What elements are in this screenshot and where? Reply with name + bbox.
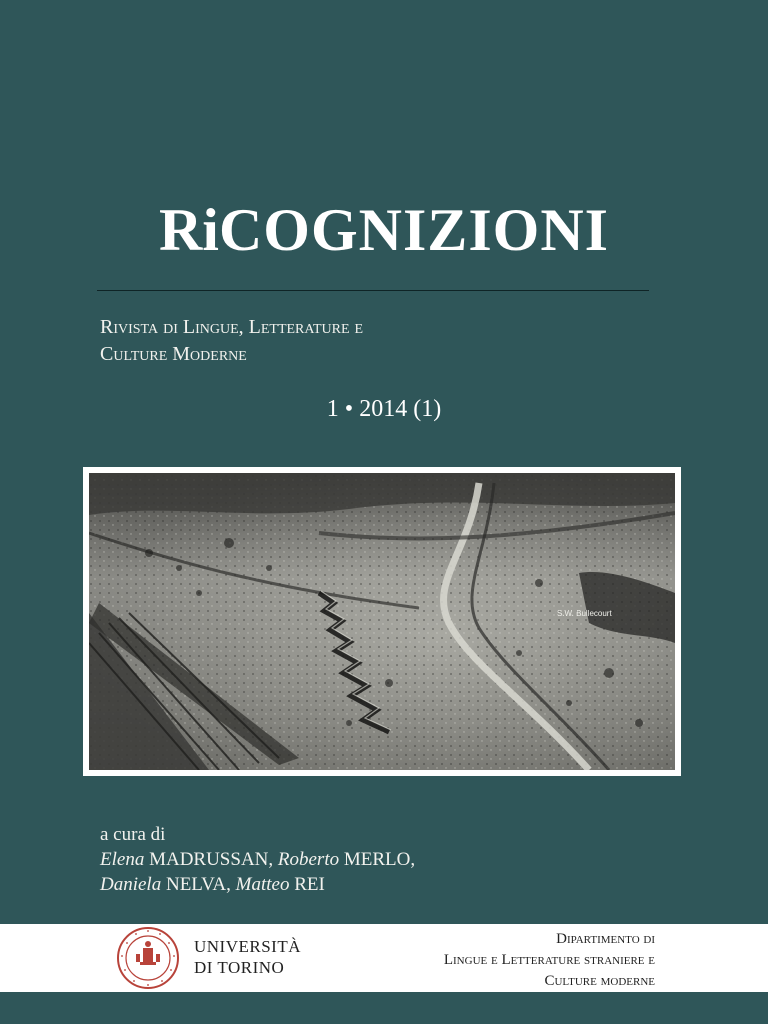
editor-2-last-name: MERLO, [339,849,416,870]
department-name [335,929,655,992]
subtitle-line-2: Culture Moderne [100,343,247,365]
editor-2-first-name: Roberto [277,849,340,870]
editor-1-first-name: Elena [100,849,145,870]
university-seal-icon [114,926,182,990]
journal-title [0,196,768,265]
journal-title-main: COGNIZIONI [218,197,610,263]
editors-line-1 [100,847,600,872]
issue-number: 1 • 2014 (1) [326,396,442,422]
editor-4-first-name: Matteo [235,874,290,895]
editor-1-last-name: MADRUSSAN, [144,849,274,870]
university-name-line-1: UNIVERSITÀ [194,937,301,956]
editors-block [100,822,600,897]
department-line-1: Dipartimento di [556,931,655,947]
aerial-photo-illustration [89,473,675,770]
cover-photo-frame [83,467,681,776]
journal-title-prefix: Ri [158,197,219,263]
department-line-3: Culture moderne [544,973,655,989]
department-line-2: Lingue e Letterature straniere e [443,952,655,968]
editors-intro: a cura di [100,824,166,845]
editor-3-last-name: NELVA, [161,874,231,895]
journal-subtitle [100,314,560,368]
aerial-trench-photo [89,473,675,770]
photo-caption: S.W. Bullecourt [557,609,612,618]
footer-band [0,924,768,992]
editor-4-last-name: REI [289,874,325,895]
university-name-line-2: DI TORINO [194,958,285,977]
university-name [194,936,354,978]
editor-3-first-name: Daniela [100,874,162,895]
subtitle-line-1: Rivista di Lingue, Letterature e [100,316,364,338]
editors-line-2 [100,872,600,897]
title-divider [97,290,649,291]
